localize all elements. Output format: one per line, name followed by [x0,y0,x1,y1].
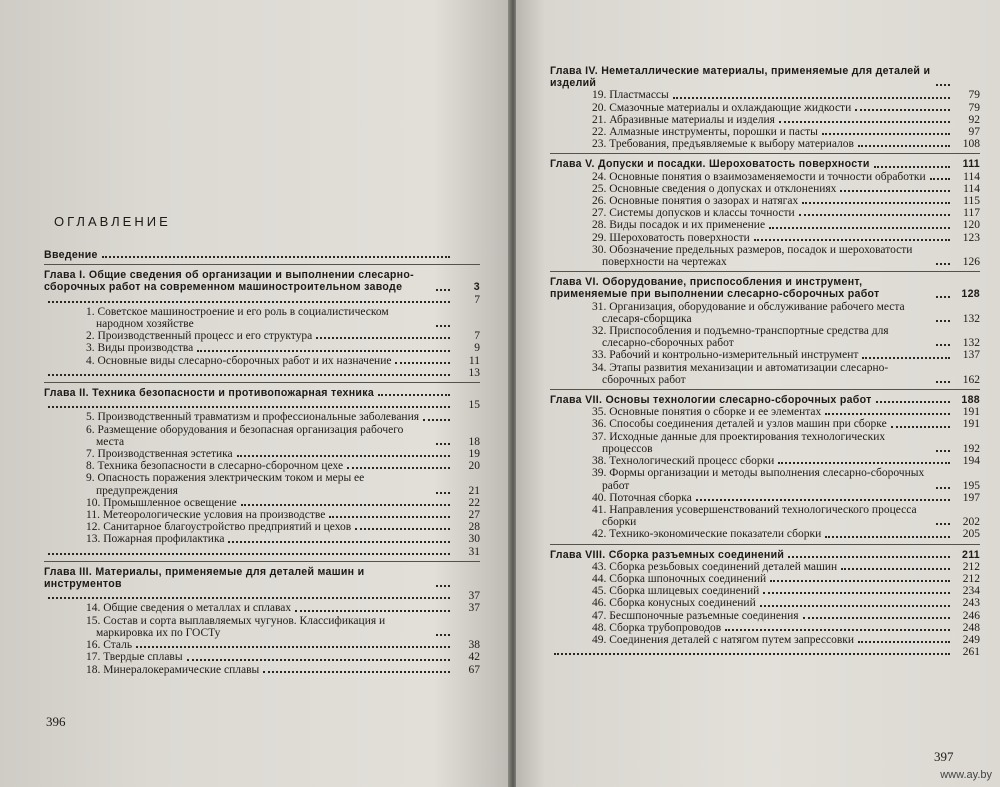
toc-page-number: 3 [473,281,480,294]
toc-section-entry [44,460,480,472]
toc-section-entry [44,424,480,448]
toc-dot-leader [803,617,950,619]
toc-entry-label: 18. Минералокерамические сплавы [86,663,260,676]
toc-page-number: 205 [962,528,980,541]
toc-section-entry [550,573,980,585]
right-page-number: 397 [934,749,954,764]
toc-entry-label: 13. Пожарная профилактика [86,533,225,546]
toc-entry-label: 3. Виды производства [86,342,194,355]
toc-entry-label: Глава VIII. Сборка разъемных соединений [550,548,785,561]
toc-section-entry [44,330,480,342]
toc-section-entry [44,533,480,545]
toc-entry-label: 40. Поточная сборка [592,491,692,504]
toc-dot-leader [936,296,950,298]
toc-dot-leader [936,84,950,86]
toc-dot-leader [874,166,950,168]
toc-entry-label: 44. Сборка шпоночных соединений [592,572,767,585]
toc-dot-leader [436,289,450,291]
toc-dot-leader [891,426,950,428]
toc-entry-label: 29. Шероховатость поверхности [592,231,750,244]
toc-entry-label: 34. Этапы развития механизации и автоматизации слесарно-сборочных работ [592,361,889,386]
toc-page-number: 38 [468,639,480,652]
toc-dot-leader [754,239,950,241]
toc-section-entry [550,114,980,126]
toc-entry-label: 1. Советское машиностроение и его роль в социалистическом народном хозяйстве [86,305,389,331]
toc-dot-leader [423,419,450,421]
toc-section-entry [550,418,980,430]
toc-page-number: 197 [962,491,980,504]
toc-page-number: 192 [962,442,980,455]
toc-entry-label: 37. Исходные данные для проектирования технологических процессов [592,430,886,455]
toc-dot-leader [725,629,950,631]
toc-dot-leader [228,541,450,543]
toc-page-only-entry [550,646,980,658]
toc-entry-label: 2. Производственный процесс и его структура [86,330,313,343]
toc-section-entry [550,634,980,646]
toc-page-number: 37 [468,590,480,603]
toc-section-entry [44,306,480,330]
toc-page-number: 42 [468,651,480,664]
toc-entry-label: Глава IV. Неметаллические материалы, применяемые для деталей и изделий [550,65,931,90]
toc-page-number: 31 [468,545,480,558]
toc-entry-label: Глава I. Общие сведения об организации и выполнении слесарно-сборочных работ на современном машиностроительном заводе [44,269,414,294]
toc-chapter-entry [44,249,480,261]
toc-page-number: 114 [963,182,980,195]
toc-page-number: 132 [962,337,980,350]
toc-section-entry [44,411,480,423]
toc-entry-label: 5. Производственный травматизм и профессиональные заболевания [86,411,420,424]
toc-entry-label: 15. Состав и сорта выплавляемых чугунов. Классификация и маркировка их по ГОСТу [86,614,386,639]
toc-page-only-entry [44,399,480,411]
toc-page-number: 92 [968,113,980,126]
right-page [516,0,1000,787]
toc-dot-leader [237,455,450,457]
toc-dot-leader [263,671,450,673]
toc-page-number: 114 [963,170,980,183]
toc-section-entry [550,467,980,491]
toc-entry-label: 11. Метеорологические условия на производстве [86,509,326,522]
toc-dot-leader [936,487,950,489]
toc-section-entry [550,126,980,138]
toc-dot-leader [295,610,450,612]
toc-page-number: 248 [962,621,980,634]
toc-dot-leader [136,646,450,648]
toc-page-number: 19 [468,448,480,461]
toc-page-number: 211 [962,548,980,561]
toc-entry-label: 17. Твердые сплавы [86,651,183,664]
toc-page-number: 137 [962,349,980,362]
toc-entry-label: 30. Обозначение предельных размеров, посадок и шероховатости поверхности на чертежах [592,243,913,269]
toc-section-entry [550,183,980,195]
toc-section-entry [550,102,980,114]
toc-entry-label: 46. Сборка конусных соединений [592,597,756,610]
toc-dot-leader [329,516,450,518]
toc-page-number: 212 [962,560,980,573]
chapter-divider [44,264,480,265]
toc-dot-leader [936,381,950,383]
toc-dot-leader [770,580,950,582]
toc-chapter-entry [550,394,980,406]
toc-dot-leader [673,97,950,99]
toc-section-entry [550,455,980,467]
toc-dot-leader [778,462,950,464]
toc-entry-label: 20. Смазочные материалы и охлаждающие жидкости [592,101,852,114]
toc-dot-leader [395,362,450,364]
toc-dot-leader [347,467,450,469]
toc-section-entry [550,585,980,597]
toc-entry-label: 9. Опасность поражения электрическим током и меры ее предупреждения [86,472,365,497]
toc-entry-label: 42. Технико-экономические показатели сборки [592,528,822,541]
toc-section-entry [44,342,480,354]
toc-page-number: 212 [962,572,980,585]
toc-entry-label: 21. Абразивные материалы и изделия [592,113,775,126]
toc-dot-leader [855,109,950,111]
toc-page-number: 30 [468,533,480,546]
toc-dot-leader [825,413,950,415]
toc-section-entry [550,232,980,244]
toc-dot-leader [48,374,450,376]
toc-section-entry [550,195,980,207]
toc-dot-leader [936,320,950,322]
toc-dot-leader [788,556,950,558]
toc-page-number: 243 [962,597,980,610]
toc-section-entry [550,431,980,455]
toc-entry-label: 31. Организация, оборудование и обслуживание рабочего места слесаря-сборщика [592,300,905,325]
left-toc [44,214,480,676]
toc-dot-leader [48,597,450,599]
chapter-divider [550,271,980,272]
toc-entry-label: 23. Требования, предъявляемые к выбору материалов [592,138,854,151]
toc-page-number: 11 [468,354,480,367]
toc-entry-label: 16. Сталь [86,639,133,652]
toc-entry-label: 35. Основные понятия о сборке и ее элементах [592,406,822,419]
toc-section-entry [550,89,980,101]
toc-dot-leader [763,592,950,594]
toc-page-number: 188 [961,394,980,407]
toc-section-entry [44,602,480,614]
toc-entry-label: 24. Основные понятия о взаимозаменяемости и точности обработки [592,170,926,183]
toc-entry-label: 28. Виды посадок и их применение [592,219,766,232]
toc-entry-label: 25. Основные сведения о допусках и отклонениях [592,182,837,195]
toc-page-only-entry [44,590,480,602]
toc-page-number: 79 [968,89,980,102]
toc-page-number: 108 [962,138,980,151]
toc-dot-leader [378,394,450,396]
toc-page-number: 120 [962,219,980,232]
toc-dot-leader [48,301,450,303]
toc-page-number: 234 [962,585,980,598]
toc-dot-leader [841,568,950,570]
toc-dot-leader [316,337,450,339]
toc-chapter-entry [550,158,980,170]
toc-dot-leader [436,325,450,327]
toc-entry-label: Глава VI. Оборудование, приспособления и инструмент, применяемые при выполнении слесарно-сборочных работ [550,276,880,301]
toc-entry-label: Глава VII. Основы технологии слесарно-сборочных работ [550,394,872,407]
watermark: www.ay.by [940,769,992,781]
toc-entry-label: 36. Способы соединения деталей и узлов машин при сборке [592,418,887,431]
toc-dot-leader [48,553,450,555]
toc-page-number: 132 [962,312,980,325]
toc-section-entry [44,472,480,496]
toc-chapter-entry [550,276,980,300]
chapter-divider [550,389,980,390]
toc-section-entry [44,497,480,509]
toc-section-entry [550,362,980,386]
toc-entry-label: 45. Сборка шлицевых соединений [592,585,760,598]
toc-page-number: 67 [468,663,480,676]
toc-entry-label: 47. Бесшпоночные разъемные соединения [592,609,799,622]
toc-entry-label: 6. Размещение оборудования и безопасная организация рабочего места [86,423,404,448]
toc-page-number: 27 [468,509,480,522]
toc-page-only-entry [44,294,480,306]
right-toc [550,62,980,658]
toc-entry-label: 8. Техника безопасности в слесарно-сборочном цехе [86,460,344,473]
toc-page-number: 37 [468,602,480,615]
toc-dot-leader [760,605,950,607]
toc-page-number: 79 [968,101,980,114]
toc-page-number: 195 [962,479,980,492]
toc-entry-label: 22. Алмазные инструменты, порошки и пасты [592,126,818,139]
toc-entry-label: 38. Технологический процесс сборки [592,455,775,468]
toc-section-entry [550,244,980,268]
toc-dot-leader [436,585,450,587]
toc-dot-leader [187,659,450,661]
toc-dot-leader [862,357,950,359]
toc-section-entry [44,509,480,521]
chapter-divider [44,561,480,562]
toc-section-entry [550,138,980,150]
toc-entry-label: 49. Соединения деталей с натягом путем запрессовки [592,633,855,646]
toc-entry-label: Глава III. Материалы, применяемые для деталей машин и инструментов [44,565,365,591]
toc-section-entry [550,504,980,528]
toc-page-number: 191 [962,418,980,431]
toc-page-number: 246 [962,609,980,622]
toc-dot-leader [241,504,450,506]
toc-page-number: 261 [962,646,980,659]
toc-dot-leader [799,214,950,216]
toc-dot-leader [936,450,950,452]
toc-dot-leader [436,443,450,445]
toc-dot-leader [802,202,950,204]
left-toc-list [44,249,480,676]
toc-entry-label: 48. Сборка трубопроводов [592,621,722,634]
toc-title: ОГЛАВЛЕНИЕ [54,214,171,229]
toc-page-number: 123 [962,231,980,244]
chapter-divider [550,153,980,154]
toc-entry-label: 27. Системы допусков и классы точности [592,207,795,220]
toc-chapter-entry [550,65,980,89]
toc-entry-label: Глава V. Допуски и посадки. Шероховатость поверхности [550,158,870,171]
toc-section-entry [550,610,980,622]
toc-dot-leader [858,145,950,147]
toc-section-entry [44,651,480,663]
toc-page-number: 126 [962,256,980,269]
chapter-divider [550,544,980,545]
toc-entry-label: 43. Сборка резьбовых соединений деталей машин [592,560,838,573]
toc-dot-leader [355,528,450,530]
toc-section-entry [550,597,980,609]
toc-section-entry [44,521,480,533]
chapter-divider [44,382,480,383]
toc-entry-label: 26. Основные понятия о зазорах и натягах [592,195,799,208]
toc-section-entry [550,171,980,183]
toc-section-entry [44,448,480,460]
toc-page-number: 22 [468,496,480,509]
toc-page-number: 18 [468,435,480,448]
toc-section-entry [44,615,480,639]
toc-section-entry [550,349,980,361]
toc-dot-leader [779,121,950,123]
toc-dot-leader [825,536,950,538]
toc-dot-leader [102,256,450,258]
toc-page-number: 191 [962,406,980,419]
toc-section-entry [550,301,980,325]
toc-chapter-entry [44,566,480,590]
toc-entry-label: 39. Формы организации и методы выполнения слесарно-сборочных работ [592,467,925,492]
toc-page-number: 128 [961,288,980,301]
toc-dot-leader [876,401,950,403]
toc-section-entry [550,561,980,573]
toc-entry-label: 4. Основные виды слесарно-сборочных работ и их назначение [86,354,392,367]
toc-page-number: 7 [474,293,480,306]
toc-entry-label: 33. Рабочий и контрольно-измерительный инструмент [592,349,859,362]
toc-section-entry [550,406,980,418]
toc-dot-leader [696,499,950,501]
toc-page-number: 115 [963,195,980,208]
toc-entry-label: Введение [44,249,98,261]
toc-section-entry [550,622,980,634]
toc-dot-leader [436,634,450,636]
toc-section-entry [550,528,980,540]
toc-page-number: 202 [962,516,980,529]
toc-section-entry [550,325,980,349]
toc-entry-label: 32. Приспособления и подъемно-транспортные средства для слесарно-сборочных работ [592,325,889,350]
toc-page-only-entry [44,367,480,379]
toc-chapter-entry [44,387,480,399]
toc-page-number: 7 [474,330,480,343]
toc-dot-leader [554,653,950,655]
toc-dot-leader [936,344,950,346]
toc-dot-leader [436,492,450,494]
toc-section-entry [44,355,480,367]
toc-section-entry [44,639,480,651]
toc-page-number: 194 [962,455,980,468]
toc-page-number: 162 [962,373,980,386]
toc-entry-label: 19. Пластмассы [592,89,669,102]
left-page-number: 396 [46,714,66,729]
toc-entry-label: Глава II. Техника безопасности и противопожарная техника [44,387,375,400]
toc-dot-leader [840,190,950,192]
right-toc-list [550,65,980,658]
toc-entry-label: 7. Производственная эстетика [86,448,233,461]
toc-chapter-entry [44,269,480,293]
toc-page-only-entry [44,546,480,558]
toc-dot-leader [936,263,950,265]
toc-page-number: 111 [962,158,980,171]
toc-section-entry [550,207,980,219]
toc-page-number: 9 [474,342,480,355]
toc-page-number: 249 [962,633,980,646]
toc-dot-leader [936,523,950,525]
toc-page-number: 97 [968,126,980,139]
toc-entry-label: 10. Промышленное освещение [86,496,237,509]
toc-dot-leader [930,178,950,180]
toc-page-number: 20 [468,460,480,473]
toc-entry-label: 14. Общие сведения о металлах и сплавах [86,602,292,615]
toc-page-number: 15 [468,399,480,412]
toc-entry-label: 41. Направления усовершенствований технологического процесса сборки [592,503,917,529]
toc-chapter-entry [550,549,980,561]
toc-dot-leader [197,350,450,352]
toc-section-entry [44,664,480,676]
toc-dot-leader [48,406,450,408]
toc-page-number: 21 [468,484,480,497]
toc-section-entry [550,492,980,504]
toc-entry-label: 12. Санитарное благоустройство предприятий и цехов [86,521,352,534]
toc-page-number: 28 [468,521,480,534]
toc-page-number: 13 [468,366,480,379]
toc-dot-leader [769,227,950,229]
toc-dot-leader [858,641,950,643]
toc-page-number: 117 [963,207,980,220]
toc-section-entry [550,219,980,231]
toc-dot-leader [822,133,950,135]
